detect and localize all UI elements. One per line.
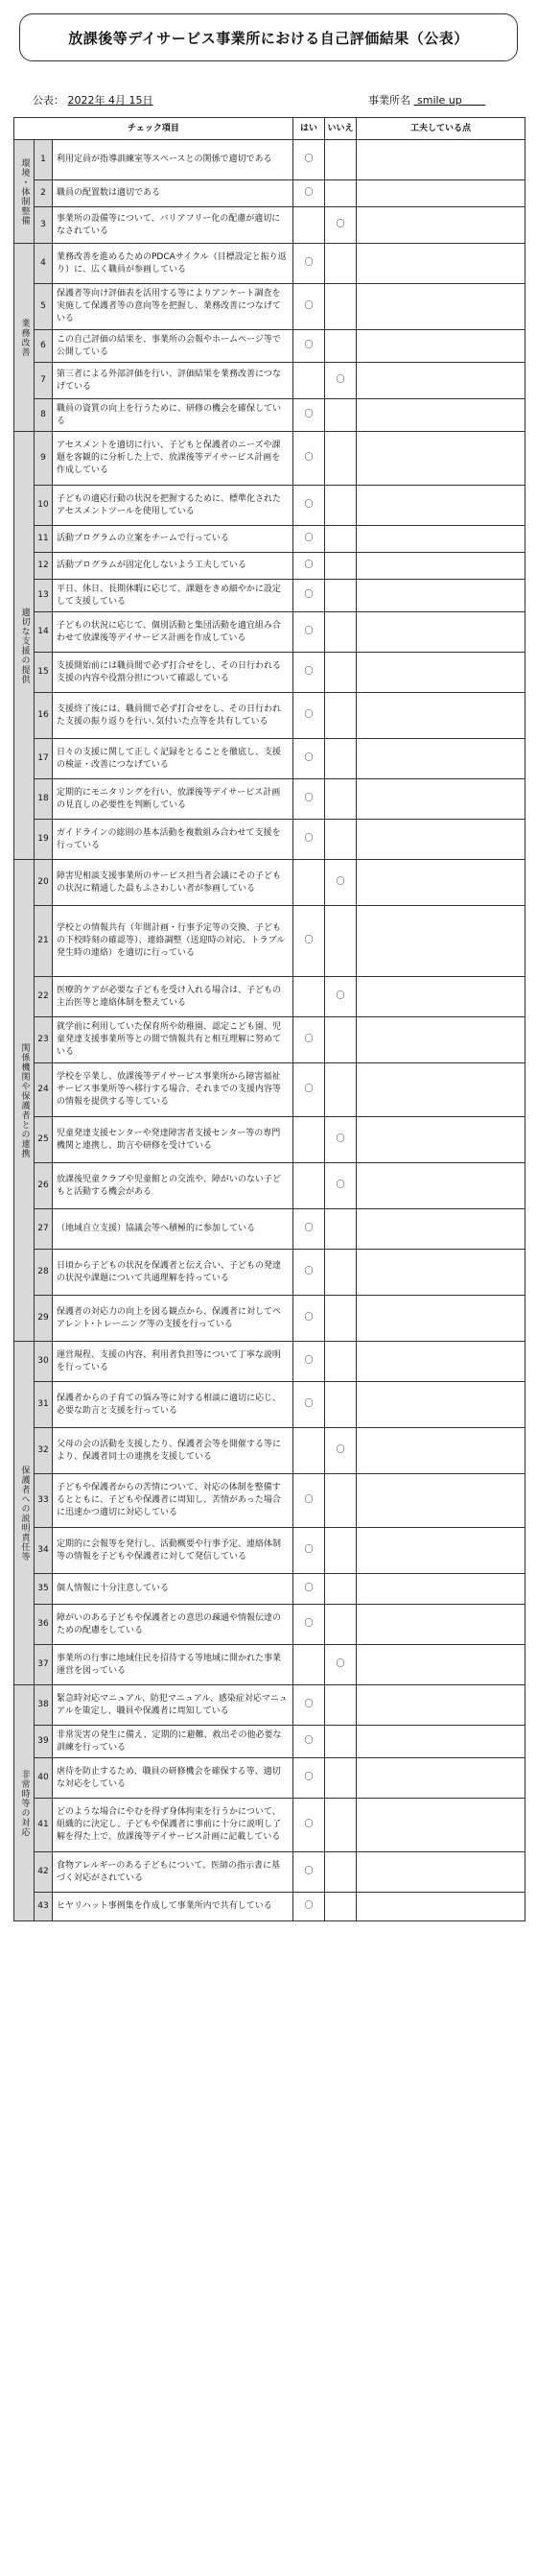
no-mark xyxy=(325,1893,357,1921)
yes-mark: 〇 xyxy=(293,1528,325,1574)
no-mark xyxy=(325,1605,357,1645)
item-number: 38 xyxy=(35,1685,53,1726)
no-mark xyxy=(325,1726,357,1758)
improvement-note xyxy=(357,284,525,330)
section-title: 保護者への説明責任等 xyxy=(14,1342,35,1685)
improvement-note xyxy=(357,207,525,244)
improvement-note xyxy=(357,1063,525,1117)
item-number: 35 xyxy=(35,1574,53,1605)
no-mark xyxy=(325,906,357,977)
no-mark: 〇 xyxy=(325,207,357,244)
item-number: 2 xyxy=(35,180,53,207)
yes-mark: 〇 xyxy=(293,1685,325,1726)
item-number: 8 xyxy=(35,399,53,432)
improvement-note xyxy=(357,1574,525,1605)
yes-mark xyxy=(293,1163,325,1209)
item-number: 21 xyxy=(35,906,53,977)
improvement-note xyxy=(357,739,525,779)
header-no: いいえ xyxy=(325,118,357,140)
header-note: 工夫している点 xyxy=(357,118,525,140)
item-text: 児童発達支援センターや発達障害者支援センター等の専門機関と連携し、助言や研修を受けている xyxy=(53,1117,293,1163)
table-row xyxy=(14,1163,525,1209)
table-row xyxy=(14,1017,525,1063)
table-row xyxy=(14,1382,525,1428)
yes-mark: 〇 xyxy=(293,1474,325,1528)
item-text: 活動プログラムの立案をチームで行っている xyxy=(53,526,293,553)
item-number: 10 xyxy=(35,486,53,526)
table-header-row xyxy=(14,118,525,140)
table-row xyxy=(14,1685,525,1726)
no-mark xyxy=(325,693,357,739)
yes-mark xyxy=(293,1117,325,1163)
no-mark xyxy=(325,1528,357,1574)
item-number: 41 xyxy=(35,1799,53,1852)
improvement-note xyxy=(357,977,525,1017)
table-row xyxy=(14,820,525,860)
no-mark xyxy=(325,1296,357,1342)
improvement-note xyxy=(357,1758,525,1799)
table-row xyxy=(14,526,525,553)
table-body xyxy=(14,140,525,1921)
improvement-note xyxy=(357,1726,525,1758)
item-text: 非常災害の発生に備え、定期的に避難、救出その他必要な訓練を行っている xyxy=(53,1726,293,1758)
item-number: 40 xyxy=(35,1758,53,1799)
no-mark xyxy=(325,432,357,486)
table-row xyxy=(14,1528,525,1574)
table-row xyxy=(14,553,525,580)
table-row xyxy=(14,1063,525,1117)
item-text: 虐待を防止するため、職員の研修機会を確保する等、適切な対応をしている xyxy=(53,1758,293,1799)
table-row xyxy=(14,1726,525,1758)
no-mark xyxy=(325,1017,357,1063)
item-text: 運営規程、支援の内容、利用者負担等について丁寧な説明を行っている xyxy=(53,1342,293,1382)
item-text: 定期的に会報等を発行し、活動概要や行事予定、連絡体制等の情報を子どもや保護者に対して発信している xyxy=(53,1528,293,1574)
no-mark: 〇 xyxy=(325,860,357,906)
yes-mark: 〇 xyxy=(293,1799,325,1852)
no-mark xyxy=(325,486,357,526)
yes-mark: 〇 xyxy=(293,1250,325,1296)
table-row xyxy=(14,1799,525,1852)
item-number: 36 xyxy=(35,1605,53,1645)
improvement-note xyxy=(357,486,525,526)
no-mark xyxy=(325,244,357,284)
improvement-note xyxy=(357,140,525,180)
item-text: 日頃から子どもの状況を保護者と伝え合い、子どもの発達の状況や課題について共通理解を持っている xyxy=(53,1250,293,1296)
yes-mark: 〇 xyxy=(293,1726,325,1758)
yes-mark: 〇 xyxy=(293,820,325,860)
item-text: 学校との情報共有（年間計画・行事予定等の交換、子どもの下校時刻の確認等）、連絡調整（送迎時の対応、トラブル発生時の連絡）を適切に行っている xyxy=(53,906,293,977)
yes-mark: 〇 xyxy=(293,612,325,653)
improvement-note xyxy=(357,693,525,739)
item-number: 29 xyxy=(35,1296,53,1342)
improvement-note xyxy=(357,432,525,486)
item-number: 34 xyxy=(35,1528,53,1574)
improvement-note xyxy=(357,1250,525,1296)
improvement-note xyxy=(357,1474,525,1528)
no-mark: 〇 xyxy=(325,1428,357,1474)
table-row xyxy=(14,486,525,526)
no-mark: 〇 xyxy=(325,1117,357,1163)
table-row xyxy=(14,399,525,432)
yes-mark: 〇 xyxy=(293,1758,325,1799)
yes-mark xyxy=(293,363,325,399)
item-number: 6 xyxy=(35,330,53,363)
table-row xyxy=(14,977,525,1017)
evaluation-table xyxy=(13,117,525,1921)
no-mark xyxy=(325,180,357,207)
item-number: 3 xyxy=(35,207,53,244)
table-row xyxy=(14,580,525,612)
section-title: 適切な支援の提供 xyxy=(14,432,35,860)
item-number: 43 xyxy=(35,1893,53,1921)
improvement-note xyxy=(357,779,525,820)
item-number: 13 xyxy=(35,580,53,612)
no-mark xyxy=(325,1852,357,1893)
yes-mark: 〇 xyxy=(293,653,325,693)
item-text: 個人情報に十分注意している xyxy=(53,1574,293,1605)
table-row xyxy=(14,860,525,906)
publish-label: 公表： xyxy=(33,94,64,107)
table-row xyxy=(14,1893,525,1921)
no-mark: 〇 xyxy=(325,1645,357,1685)
item-number: 25 xyxy=(35,1117,53,1163)
item-number: 28 xyxy=(35,1250,53,1296)
yes-mark: 〇 xyxy=(293,739,325,779)
no-mark: 〇 xyxy=(325,977,357,1017)
item-text: 職員の資質の向上を行うために、研修の機会を確保している xyxy=(53,399,293,432)
item-number: 18 xyxy=(35,779,53,820)
no-mark xyxy=(325,1474,357,1528)
item-number: 33 xyxy=(35,1474,53,1528)
table-row xyxy=(14,1117,525,1163)
item-text: 父母の会の活動を支援したり、保護者会等を開催する等により、保護者同士の連携を支援している xyxy=(53,1428,293,1474)
item-number: 15 xyxy=(35,653,53,693)
item-text: 子どもや保護者からの苦情について、対応の体制を整備するとともに、子どもや保護者に周知し、苦情があった場合に迅速かつ適切に対応している xyxy=(53,1474,293,1528)
section-title: 環境・体制整備 xyxy=(14,140,35,244)
yes-mark: 〇 xyxy=(293,779,325,820)
item-number: 17 xyxy=(35,739,53,779)
item-text: 利用定員が指導訓練室等スペースとの関係で適切である xyxy=(53,140,293,180)
yes-mark: 〇 xyxy=(293,1296,325,1342)
page-title: 放課後等デイサービス事業所における自己評価結果（公表） xyxy=(19,13,518,61)
publish-date-line xyxy=(33,92,152,107)
yes-mark: 〇 xyxy=(293,693,325,739)
yes-mark: 〇 xyxy=(293,244,325,284)
item-number: 11 xyxy=(35,526,53,553)
no-mark xyxy=(325,1799,357,1852)
no-mark xyxy=(325,526,357,553)
item-number: 12 xyxy=(35,553,53,580)
item-text: 障がいのある子どもや保護者との意思の疎通や情報伝達のための配慮をしている xyxy=(53,1605,293,1645)
improvement-note xyxy=(357,1605,525,1645)
item-number: 16 xyxy=(35,693,53,739)
item-number: 1 xyxy=(35,140,53,180)
yes-mark: 〇 xyxy=(293,399,325,432)
item-text: 保護者等向け評価表を活用する等によりアンケート調査を実施して保護者等の意向等を把握し、業務改善につなげている xyxy=(53,284,293,330)
item-number: 24 xyxy=(35,1063,53,1117)
improvement-note xyxy=(357,526,525,553)
table-row xyxy=(14,612,525,653)
item-text: ヒヤリハット事例集を作成して事業所内で共有している xyxy=(53,1893,293,1921)
yes-mark xyxy=(293,860,325,906)
item-number: 22 xyxy=(35,977,53,1017)
item-text: 医療的ケアが必要な子どもを受け入れる場合は、子どもの主治医等と連絡体制を整えている xyxy=(53,977,293,1017)
improvement-note xyxy=(357,1296,525,1342)
yes-mark: 〇 xyxy=(293,330,325,363)
item-text: 就学前に利用していた保育所や幼稚園、認定こども園、児童発達支援事業所等との間で情報共有と相互理解に努めている xyxy=(53,1017,293,1063)
no-mark xyxy=(325,1574,357,1605)
improvement-note xyxy=(357,860,525,906)
office-name: smile up xyxy=(417,94,462,107)
yes-mark xyxy=(293,1428,325,1474)
improvement-note xyxy=(357,580,525,612)
table-row xyxy=(14,363,525,399)
item-text: ガイドラインの総則の基本活動を複数組み合わせて支援を行っている xyxy=(53,820,293,860)
table-row xyxy=(14,1645,525,1685)
improvement-note xyxy=(357,363,525,399)
no-mark xyxy=(325,399,357,432)
table-row xyxy=(14,432,525,486)
table-row xyxy=(14,1474,525,1528)
improvement-note xyxy=(357,1893,525,1921)
yes-mark: 〇 xyxy=(293,553,325,580)
improvement-note xyxy=(357,244,525,284)
table-row xyxy=(14,1209,525,1250)
yes-mark: 〇 xyxy=(293,180,325,207)
table-row xyxy=(14,1758,525,1799)
no-mark xyxy=(325,779,357,820)
yes-mark: 〇 xyxy=(293,580,325,612)
table-row xyxy=(14,1296,525,1342)
no-mark xyxy=(325,1063,357,1117)
improvement-note xyxy=(357,330,525,363)
improvement-note xyxy=(357,612,525,653)
office-name-line xyxy=(368,92,485,107)
item-number: 14 xyxy=(35,612,53,653)
item-number: 7 xyxy=(35,363,53,399)
item-text: 業務改善を進めるためのPDCAサイクル（目標設定と振り返り）に、広く職員が参画している xyxy=(53,244,293,284)
item-text: 日々の支援に関して正しく記録をとることを徹底し、支援の検証・改善につなげている xyxy=(53,739,293,779)
item-text: 支援終了後には、職員間で必ず打合せをし、その日行われた支援の振り返りを行い､気付いた点等を共有している xyxy=(53,693,293,739)
item-text: 第三者による外部評価を行い、評価結果を業務改善につなげている xyxy=(53,363,293,399)
publish-date: 2022年 4月 15日 xyxy=(67,94,153,107)
yes-mark: 〇 xyxy=(293,140,325,180)
no-mark xyxy=(325,1209,357,1250)
item-number: 5 xyxy=(35,284,53,330)
section-title: 業務改善 xyxy=(14,244,35,432)
item-text: 子どもの状況に応じて、個別活動と集団活動を適宜組み合わせて放課後等デイサービス計画を作成している xyxy=(53,612,293,653)
improvement-note xyxy=(357,1209,525,1250)
item-text: 緊急時対応マニュアル、防犯マニュアル、感染症対応マニュアルを策定し、職員や保護者に周知している xyxy=(53,1685,293,1726)
item-text: 事業所の行事に地域住民を招待する等地域に開かれた事業運営を図っている xyxy=(53,1645,293,1685)
table-row xyxy=(14,1574,525,1605)
no-mark xyxy=(325,820,357,860)
item-number: 39 xyxy=(35,1726,53,1758)
yes-mark: 〇 xyxy=(293,432,325,486)
item-number: 31 xyxy=(35,1382,53,1428)
yes-mark: 〇 xyxy=(293,906,325,977)
yes-mark: 〇 xyxy=(293,284,325,330)
improvement-note xyxy=(357,1852,525,1893)
item-number: 27 xyxy=(35,1209,53,1250)
table-row xyxy=(14,330,525,363)
improvement-note xyxy=(357,653,525,693)
improvement-note xyxy=(357,553,525,580)
no-mark xyxy=(325,284,357,330)
item-text: 放課後児童クラブや児童館との交流や、障がいのない子どもと活動する機会がある xyxy=(53,1163,293,1209)
yes-mark: 〇 xyxy=(293,1342,325,1382)
no-mark xyxy=(325,1342,357,1382)
improvement-note xyxy=(357,180,525,207)
no-mark xyxy=(325,1382,357,1428)
item-number: 30 xyxy=(35,1342,53,1382)
table-row xyxy=(14,906,525,977)
yes-mark: 〇 xyxy=(293,1382,325,1428)
improvement-note xyxy=(357,399,525,432)
improvement-note xyxy=(357,1528,525,1574)
item-text: 学校を卒業し、放課後等デイサービス事業所から障害福祉サービス事業所等へ移行する場合、それまでの支援内容等の情報を提供する等している xyxy=(53,1063,293,1117)
improvement-note xyxy=(357,1428,525,1474)
table-row xyxy=(14,1250,525,1296)
item-text: どのような場合にやむを得ず身体拘束を行うかについて、組織的に決定し、子どもや保護者に事前に十分に説明し了解を得た上で、放課後等デイサービス計画に記載している xyxy=(53,1799,293,1852)
item-number: 20 xyxy=(35,860,53,906)
yes-mark xyxy=(293,977,325,1017)
no-mark xyxy=(325,1685,357,1726)
item-text: 定期的にモニタリングを行い、放課後等デイサービス計画の見直しの必要性を判断している xyxy=(53,779,293,820)
item-text: 保護者からの子育ての悩み等に対する相談に適切に応じ、必要な助言と支援を行っている xyxy=(53,1382,293,1428)
item-number: 42 xyxy=(35,1852,53,1893)
improvement-note xyxy=(357,1382,525,1428)
table-row xyxy=(14,207,525,244)
improvement-note xyxy=(357,1799,525,1852)
item-text: 支援開始前には職員間で必ず打合せをし、その日行われる支援の内容や役割分担について確認している xyxy=(53,653,293,693)
no-mark xyxy=(325,580,357,612)
improvement-note xyxy=(357,906,525,977)
improvement-note xyxy=(357,1017,525,1063)
item-text: 平日、休日、長期休暇に応じて、課題をきめ細やかに設定して支援している xyxy=(53,580,293,612)
item-number: 37 xyxy=(35,1645,53,1685)
no-mark xyxy=(325,553,357,580)
yes-mark: 〇 xyxy=(293,526,325,553)
yes-mark xyxy=(293,1645,325,1685)
improvement-note xyxy=(357,820,525,860)
table-row xyxy=(14,1428,525,1474)
yes-mark xyxy=(293,207,325,244)
no-mark xyxy=(325,1250,357,1296)
table-row xyxy=(14,1605,525,1645)
yes-mark: 〇 xyxy=(293,1605,325,1645)
item-number: 23 xyxy=(35,1017,53,1063)
improvement-note xyxy=(357,1117,525,1163)
improvement-note xyxy=(357,1342,525,1382)
no-mark: 〇 xyxy=(325,363,357,399)
header-check-items: チェック項目 xyxy=(14,118,293,140)
item-number: 9 xyxy=(35,432,53,486)
office-label: 事業所名 xyxy=(368,94,410,107)
yes-mark: 〇 xyxy=(293,1574,325,1605)
no-mark xyxy=(325,739,357,779)
section-title: 関係機関や保護者との連携 xyxy=(14,860,35,1342)
table-row xyxy=(14,284,525,330)
table-row xyxy=(14,1852,525,1893)
no-mark xyxy=(325,330,357,363)
yes-mark: 〇 xyxy=(293,1063,325,1117)
item-text: 事業所の設備等について、バリアフリー化の配慮が適切になされている xyxy=(53,207,293,244)
yes-mark: 〇 xyxy=(293,1893,325,1921)
item-text: （地域自立支援）協議会等へ積極的に参加している xyxy=(53,1209,293,1250)
table-row xyxy=(14,739,525,779)
table-row xyxy=(14,244,525,284)
improvement-note xyxy=(357,1685,525,1726)
item-text: 子どもの適応行動の状況を把握するために、標準化されたアセスメントツールを使用している xyxy=(53,486,293,526)
improvement-note xyxy=(357,1645,525,1685)
no-mark xyxy=(325,653,357,693)
yes-mark: 〇 xyxy=(293,486,325,526)
item-text: アセスメントを適切に行い、子どもと保護者のニーズや課題を客観的に分析した上で、放課後等デイサービス計画を作成している xyxy=(53,432,293,486)
item-number: 26 xyxy=(35,1163,53,1209)
item-number: 4 xyxy=(35,244,53,284)
item-text: 職員の配置数は適切である xyxy=(53,180,293,207)
yes-mark: 〇 xyxy=(293,1852,325,1893)
table-row xyxy=(14,180,525,207)
yes-mark: 〇 xyxy=(293,1017,325,1063)
item-text: この自己評価の結果を、事業所の会報やホームページ等で公開している xyxy=(53,330,293,363)
yes-mark: 〇 xyxy=(293,1209,325,1250)
table-row xyxy=(14,779,525,820)
improvement-note xyxy=(357,1163,525,1209)
no-mark xyxy=(325,612,357,653)
item-text: 障害児相談支援事業所のサービス担当者会議にその子どもの状況に精通した最もふさわしい者が参画している xyxy=(53,860,293,906)
table-row xyxy=(14,693,525,739)
item-number: 32 xyxy=(35,1428,53,1474)
no-mark: 〇 xyxy=(325,1163,357,1209)
no-mark xyxy=(325,1758,357,1799)
no-mark xyxy=(325,140,357,180)
header-yes: はい xyxy=(293,118,325,140)
table-row xyxy=(14,140,525,180)
item-text: 食物アレルギーのある子どもについて、医師の指示書に基づく対応がされている xyxy=(53,1852,293,1893)
item-text: 活動プログラムが固定化しないよう工夫している xyxy=(53,553,293,580)
table-row xyxy=(14,653,525,693)
item-text: 保護者の対応力の向上を図る観点から、保護者に対してペアレント･トレーニング等の支援を行っている xyxy=(53,1296,293,1342)
table-row xyxy=(14,1342,525,1382)
section-title: 非常時等の対応 xyxy=(14,1685,35,1921)
item-number: 19 xyxy=(35,820,53,860)
